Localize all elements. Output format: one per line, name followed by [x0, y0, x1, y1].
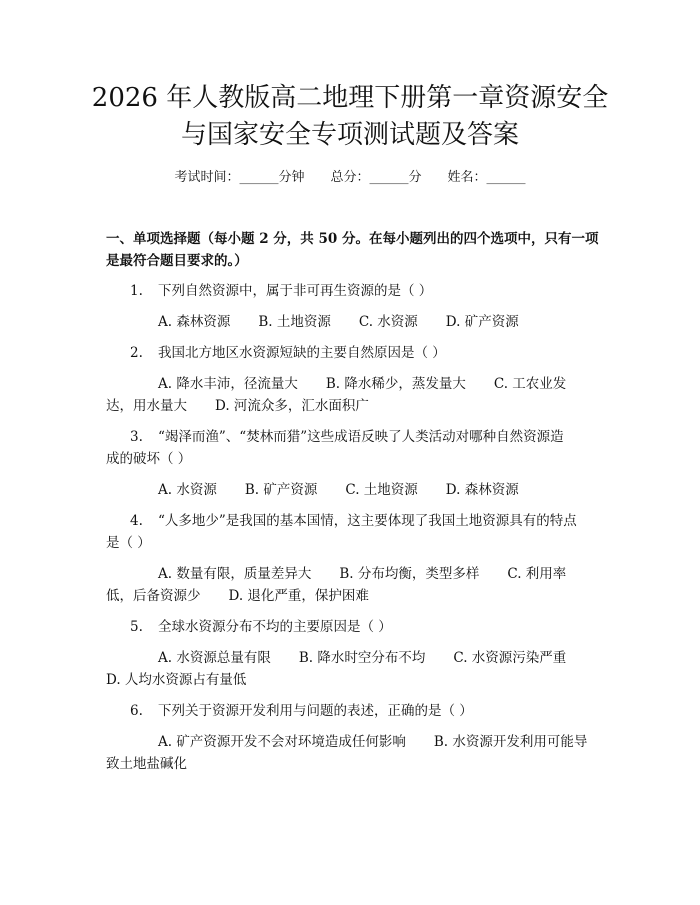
question-6-options [106, 731, 600, 775]
option-d[interactable]: D. 河流众多，汇水面积广 [215, 398, 369, 414]
question-5-options [106, 647, 600, 691]
option-b-part-2[interactable]: 致土地盐碱化 [106, 756, 187, 772]
question-number: 3. [130, 429, 143, 445]
option-a[interactable]: A. 水资源 [158, 482, 217, 498]
question-4-options [106, 563, 600, 607]
question-number: 1. [130, 283, 143, 299]
question-2-options [106, 373, 600, 417]
exam-info-bar [0, 168, 700, 188]
question-text-line-1: “人多地少”是我国的基本国情，这主要体现了我国土地资源具有的特点 [158, 513, 577, 529]
question-number: 5. [130, 619, 143, 635]
option-b[interactable]: B. 降水稀少，蒸发量大 [325, 376, 466, 392]
question-3-stem [106, 426, 600, 470]
question-5-stem [130, 616, 600, 638]
option-d[interactable]: D. 矿产资源 [445, 314, 519, 330]
question-text-line-2: 成的破坏（ ） [106, 451, 192, 467]
option-c-part-1[interactable]: C. 利用率 [507, 566, 567, 582]
question-number: 4. [130, 513, 143, 529]
total-score-field: 总分：______分 [330, 170, 422, 185]
section-heading-line-2: 是最符合题目要求的。） [106, 253, 248, 269]
question-4-stem [106, 510, 600, 554]
exam-title-line-1: 2026 年人教版高二地理下册第一章资源安全 [91, 83, 609, 113]
option-c[interactable]: C. 水资源污染严重 [453, 650, 567, 666]
option-c-part-1[interactable]: C. 工农业发 [493, 376, 567, 392]
exam-time-field: 考试时间：______分钟 [174, 170, 305, 185]
option-d[interactable]: D. 人均水资源占有量低 [106, 672, 247, 688]
option-a[interactable]: A. 森林资源 [158, 314, 231, 330]
option-b-part-1[interactable]: B. 水资源开发利用可能导 [433, 734, 588, 750]
option-c-part-2[interactable]: 低，后备资源少 [106, 588, 201, 604]
question-1-stem [130, 280, 600, 302]
question-text: 下列自然资源中，属于非可再生资源的是（ ） [158, 283, 433, 299]
option-a[interactable]: A. 降水丰沛，径流量大 [158, 376, 298, 392]
question-text: 我国北方地区水资源短缺的主要自然原因是（ ） [158, 345, 446, 361]
student-name-field: 姓名：______ [447, 170, 526, 185]
option-d[interactable]: D. 森林资源 [445, 482, 519, 498]
option-c[interactable]: C. 水资源 [358, 314, 418, 330]
option-d[interactable]: D. 退化严重，保护困难 [228, 588, 369, 604]
section-heading [106, 228, 600, 272]
option-b[interactable]: B. 矿产资源 [244, 482, 318, 498]
question-text-line-1: “竭泽而渔”、“焚林而猎”这些成语反映了人类活动对哪种自然资源造 [158, 429, 564, 445]
exam-title-line-2: 与国家安全专项测试题及答案 [180, 120, 519, 150]
option-b[interactable]: B. 分布均衡，类型多样 [339, 566, 480, 582]
option-a[interactable]: A. 数量有限，质量差异大 [158, 566, 312, 582]
question-text: 下列关于资源开发利用与问题的表述，正确的是（ ） [158, 703, 473, 719]
option-b[interactable]: B. 土地资源 [258, 314, 331, 330]
question-2-stem [130, 342, 600, 364]
option-a[interactable]: A. 水资源总量有限 [158, 650, 271, 666]
option-a[interactable]: A. 矿产资源开发不会对环境造成任何影响 [158, 734, 406, 750]
question-text: 全球水资源分布不均的主要原因是（ ） [158, 619, 392, 635]
option-c-part-2[interactable]: 达，用水量大 [106, 398, 187, 414]
question-number: 6. [130, 703, 143, 719]
option-b[interactable]: B. 降水时空分布不均 [298, 650, 426, 666]
question-number: 2. [130, 345, 143, 361]
question-1-options [106, 311, 600, 333]
question-3-options [106, 479, 600, 501]
option-c[interactable]: C. 土地资源 [345, 482, 418, 498]
section-heading-line-1: 一、单项选择题（每小题 2 分，共 50 分。在每小题列出的四个选项中，只有一项 [106, 231, 599, 247]
question-text-line-2: 是（ ） [106, 535, 151, 551]
question-6-stem [130, 700, 600, 722]
